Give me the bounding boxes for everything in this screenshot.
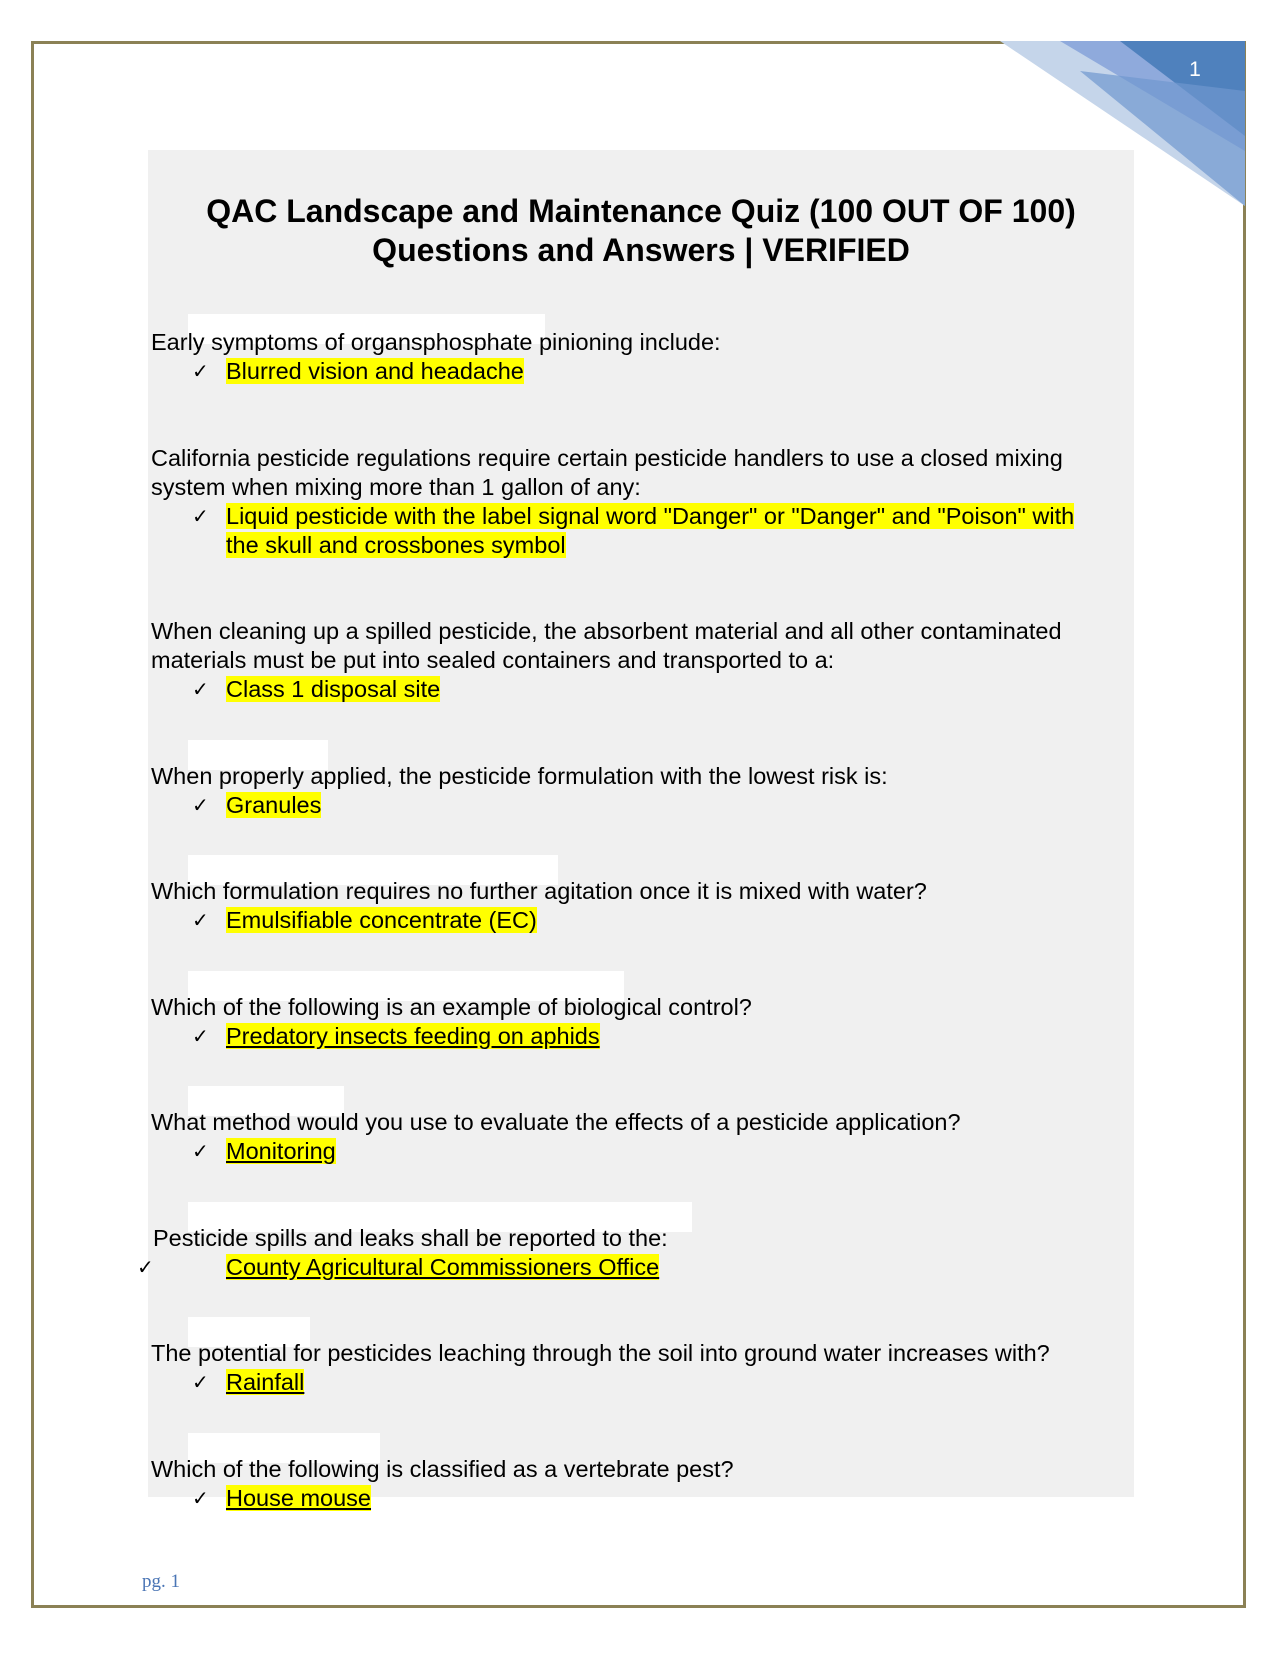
answer-row bbox=[148, 502, 1133, 560]
qa-item-9 bbox=[148, 1339, 1138, 1397]
question-text: California pesticide regulations require certain pesticide handlers to use a closed mixing system when mixing more than 1 gallon of any: bbox=[151, 445, 1063, 500]
check-icon: ✓ bbox=[192, 504, 209, 528]
qa-item-7 bbox=[148, 1108, 1138, 1166]
check-icon: ✓ bbox=[192, 908, 209, 932]
check-icon: ✓ bbox=[192, 793, 209, 817]
qa-item-8 bbox=[137, 1224, 1138, 1282]
check-icon: ✓ bbox=[192, 1139, 209, 1163]
answer-text: Monitoring bbox=[226, 1138, 336, 1164]
question-text: Pesticide spills and leaks shall be reported to the: bbox=[153, 1225, 668, 1251]
qa-item-3 bbox=[148, 617, 1133, 704]
answer-text: Class 1 disposal site bbox=[226, 676, 441, 702]
answer-text: Granules bbox=[226, 792, 322, 818]
document-title bbox=[148, 192, 1134, 270]
question-text: What method would you use to evaluate the effects of a pesticide application? bbox=[151, 1109, 961, 1135]
page-number: 1 bbox=[1189, 58, 1201, 81]
check-icon: ✓ bbox=[137, 1255, 154, 1279]
check-icon: ✓ bbox=[192, 1370, 209, 1394]
question-text: Early symptoms of organsphosphate pinioning include: bbox=[151, 329, 721, 355]
title-line-2: Questions and Answers | VERIFIED bbox=[372, 232, 910, 268]
qa-item-6 bbox=[148, 993, 1138, 1051]
answer-row bbox=[148, 1137, 1138, 1166]
check-icon: ✓ bbox=[192, 1024, 209, 1048]
question-text: Which formulation requires no further agitation once it is mixed with water? bbox=[151, 878, 927, 904]
question-text: When cleaning up a spilled pesticide, the absorbent material and all other contaminated materials must be put into sealed containers and transported to a: bbox=[151, 618, 1062, 673]
answer-row bbox=[148, 357, 1138, 386]
answer-row bbox=[148, 675, 1133, 704]
answer-row bbox=[148, 1368, 1138, 1397]
answer-text: Emulsifiable concentrate (EC) bbox=[226, 907, 537, 933]
question-text: The potential for pesticides leaching through the soil into ground water increases with? bbox=[151, 1340, 1050, 1366]
answer-text: Predatory insects feeding on aphids bbox=[226, 1023, 600, 1049]
question-text: Which of the following is classified as a vertebrate pest? bbox=[151, 1456, 734, 1482]
qa-item-2 bbox=[148, 444, 1133, 560]
page-footer: pg. 1 bbox=[142, 1571, 180, 1592]
answer-text: County Agricultural Commissioners Office bbox=[226, 1254, 660, 1280]
check-icon: ✓ bbox=[192, 677, 209, 701]
qa-item-4 bbox=[148, 762, 1138, 820]
answer-row bbox=[148, 1022, 1138, 1051]
check-icon: ✓ bbox=[192, 1486, 209, 1510]
qa-item-1 bbox=[148, 328, 1138, 386]
question-text: When properly applied, the pesticide formulation with the lowest risk is: bbox=[151, 763, 888, 789]
answer-row bbox=[148, 791, 1138, 820]
qa-item-10 bbox=[148, 1455, 1138, 1513]
answer-text: Liquid pesticide with the label signal word "Danger" or "Danger" and "Poison" with the skull and crossbones symbol bbox=[226, 503, 1075, 558]
answer-text: House mouse bbox=[226, 1485, 371, 1511]
title-line-1: QAC Landscape and Maintenance Quiz (100 OUT OF 100) bbox=[206, 193, 1076, 229]
answer-row bbox=[137, 1253, 1138, 1282]
answer-text: Rainfall bbox=[226, 1369, 305, 1395]
qa-item-5 bbox=[148, 877, 1138, 935]
question-text: Which of the following is an example of biological control? bbox=[151, 994, 752, 1020]
check-icon: ✓ bbox=[192, 359, 209, 383]
answer-row bbox=[148, 1484, 1138, 1513]
answer-text: Blurred vision and headache bbox=[226, 358, 524, 384]
answer-row bbox=[148, 906, 1138, 935]
